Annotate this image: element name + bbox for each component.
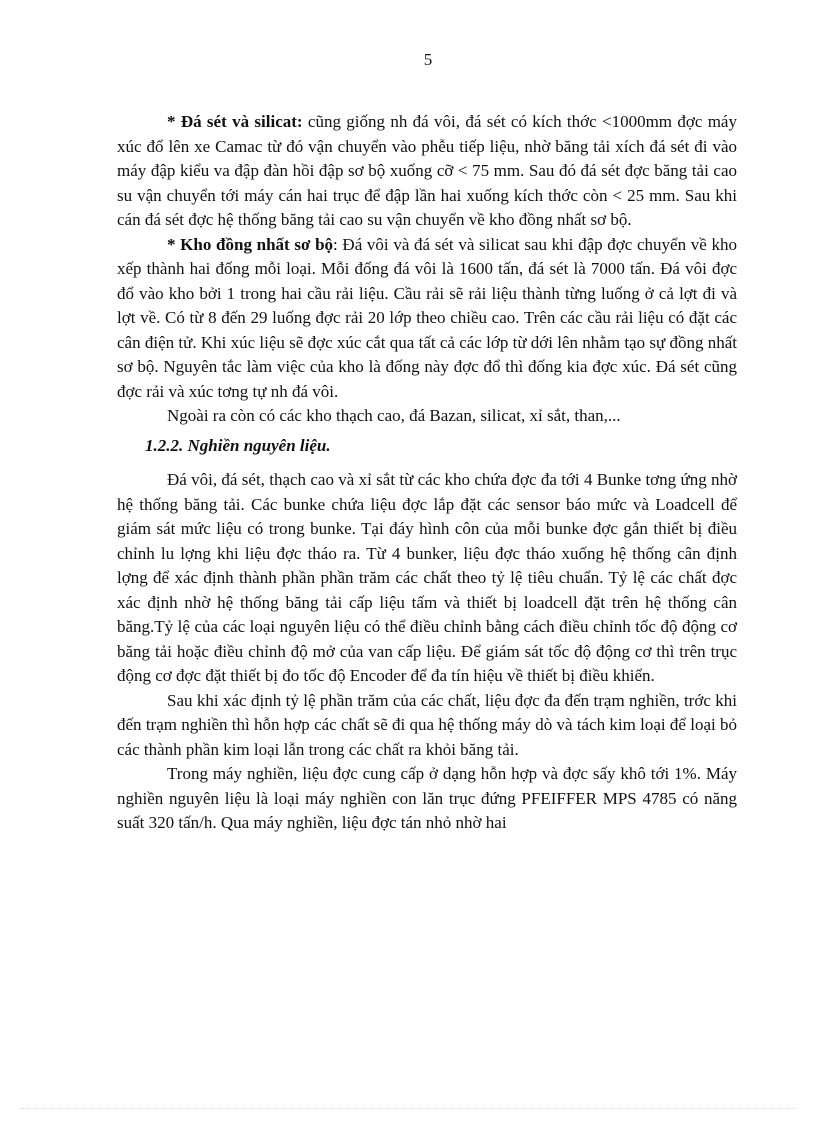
paragraph-other-storage: Ngoài ra còn có các kho thạch cao, đá Bazan, silicat, xỉ sắt, than,... [167, 406, 621, 425]
clay-silicate-lead: * Đá sét và silicat: [167, 112, 303, 131]
paragraph-metal-detection: Sau khi xác định tỷ lệ phần trăm của các chất, liệu đợc đa đến trạm nghiền, trớc khi đến trạm nghiền thì hỗn hợp các chất sẽ đi qua hệ thống máy dò và tách kim loại để loại bỏ các thành phần kim loại lẫn trong các chất ra khỏi băng tải. [117, 690, 737, 759]
clay-silicate-text: cũng giống nh đá vôi, đá sét có kích thớc <1000mm đợc máy xúc đổ lên xe Camac từ đó vận chuyển vào phễu tiếp liệu, nhờ băng tải xích đá sét đi vào máy đập kiểu va đập đàn hồi đập sơ bộ xuống cỡ < 75 mm. Sau đó đá sét đợc băng tải cao su vận chuyển tới máy cán hai trục để đập lần hai xuống kích thớc còn < 25 mm. Sau khi cán đá sét đợc hệ thống băng tải cao su vận chuyển về kho đồng nhất sơ bộ. [117, 112, 737, 229]
section-heading-raw-grinding: 1.2.2. Nghiền nguyên liệu. [145, 435, 331, 455]
paragraph-prehomogenization [117, 233, 737, 405]
document-body [117, 110, 737, 836]
page-number: 5 [423, 50, 433, 69]
page-bottom-divider [20, 1108, 796, 1109]
paragraph-bunker-feeding: Đá vôi, đá sét, thạch cao và xỉ sắt từ các kho chứa đợc đa tới 4 Bunke tơng ứng nhờ hệ thống băng tải. Các bunke chứa liệu đợc lắp đặt các sensor báo mức và Loadcell để giám sát mức liệu có trong bunke. Tại đáy hình côn của mỗi bunke đợc gắn thiết bị điều chỉnh lu lợng khi liệu đợc tháo ra. Từ 4 bunker, liệu đợc tháo xuống hệ thống cân định lợng để xác định thành phần phần trăm các chất theo tỷ lệ tiêu chuẩn. Tỷ lệ các chất đợc xác định nhờ hệ thống băng tải cấp liệu tấm và thiết bị loadcell đặt trên hệ thống cân băng.Tỷ lệ của các loại nguyên liệu có thể điều chỉnh bằng cách điều chỉnh tốc độ động cơ băng tải hoặc điều chỉnh độ mở của van cấp liệu. Để giám sát tốc độ động cơ thì trên trục động cơ đợc đặt thiết bị đo tốc độ Encoder để đa tín hiệu về thiết bị điều khiển. [117, 470, 737, 685]
paragraph-clay-silicate [117, 110, 737, 233]
prehomogenization-lead: * Kho đồng nhất sơ bộ [167, 234, 334, 254]
prehomogenization-text: : Đá vôi và đá sét và silicat sau khi đập đợc chuyển về kho xếp thành hai đống mỗi loại. Mỗi đống đá vôi là 1600 tấn, đá sét là 7000 tấn. Đá vôi đợc đổ vào kho bởi 1 trong hai cầu rải liệu. Cầu rải sẽ rải liệu thành từng luống ở cả lợt đi và lợt về. Có từ 8 đến 29 luống đợc rải 20 lớp theo chiều cao. Trên các cầu rải liệu có đặt các cân điện tử. Khi xúc liệu sẽ đợc xúc cắt qua tất cả các lớp từ dới lên nhằm tạo sự đồng nhất sơ bộ. Nguyên tắc làm việc của kho là đống này đợc đổ thì đống kia đợc xúc. Đá sét cũng đợc rải và xúc tơng tự nh đá vôi. [117, 234, 737, 401]
paragraph-raw-mill: Trong máy nghiền, liệu đợc cung cấp ở dạng hỗn hợp và đợc sấy khô tới 1%. Máy nghiền nguyên liệu là loại máy nghiền con lăn trục đứng PFEIFFER MPS 4785 có năng suất 320 tấn/h. Qua máy nghiền, liệu đợc tán nhỏ nhờ hai [117, 764, 737, 832]
